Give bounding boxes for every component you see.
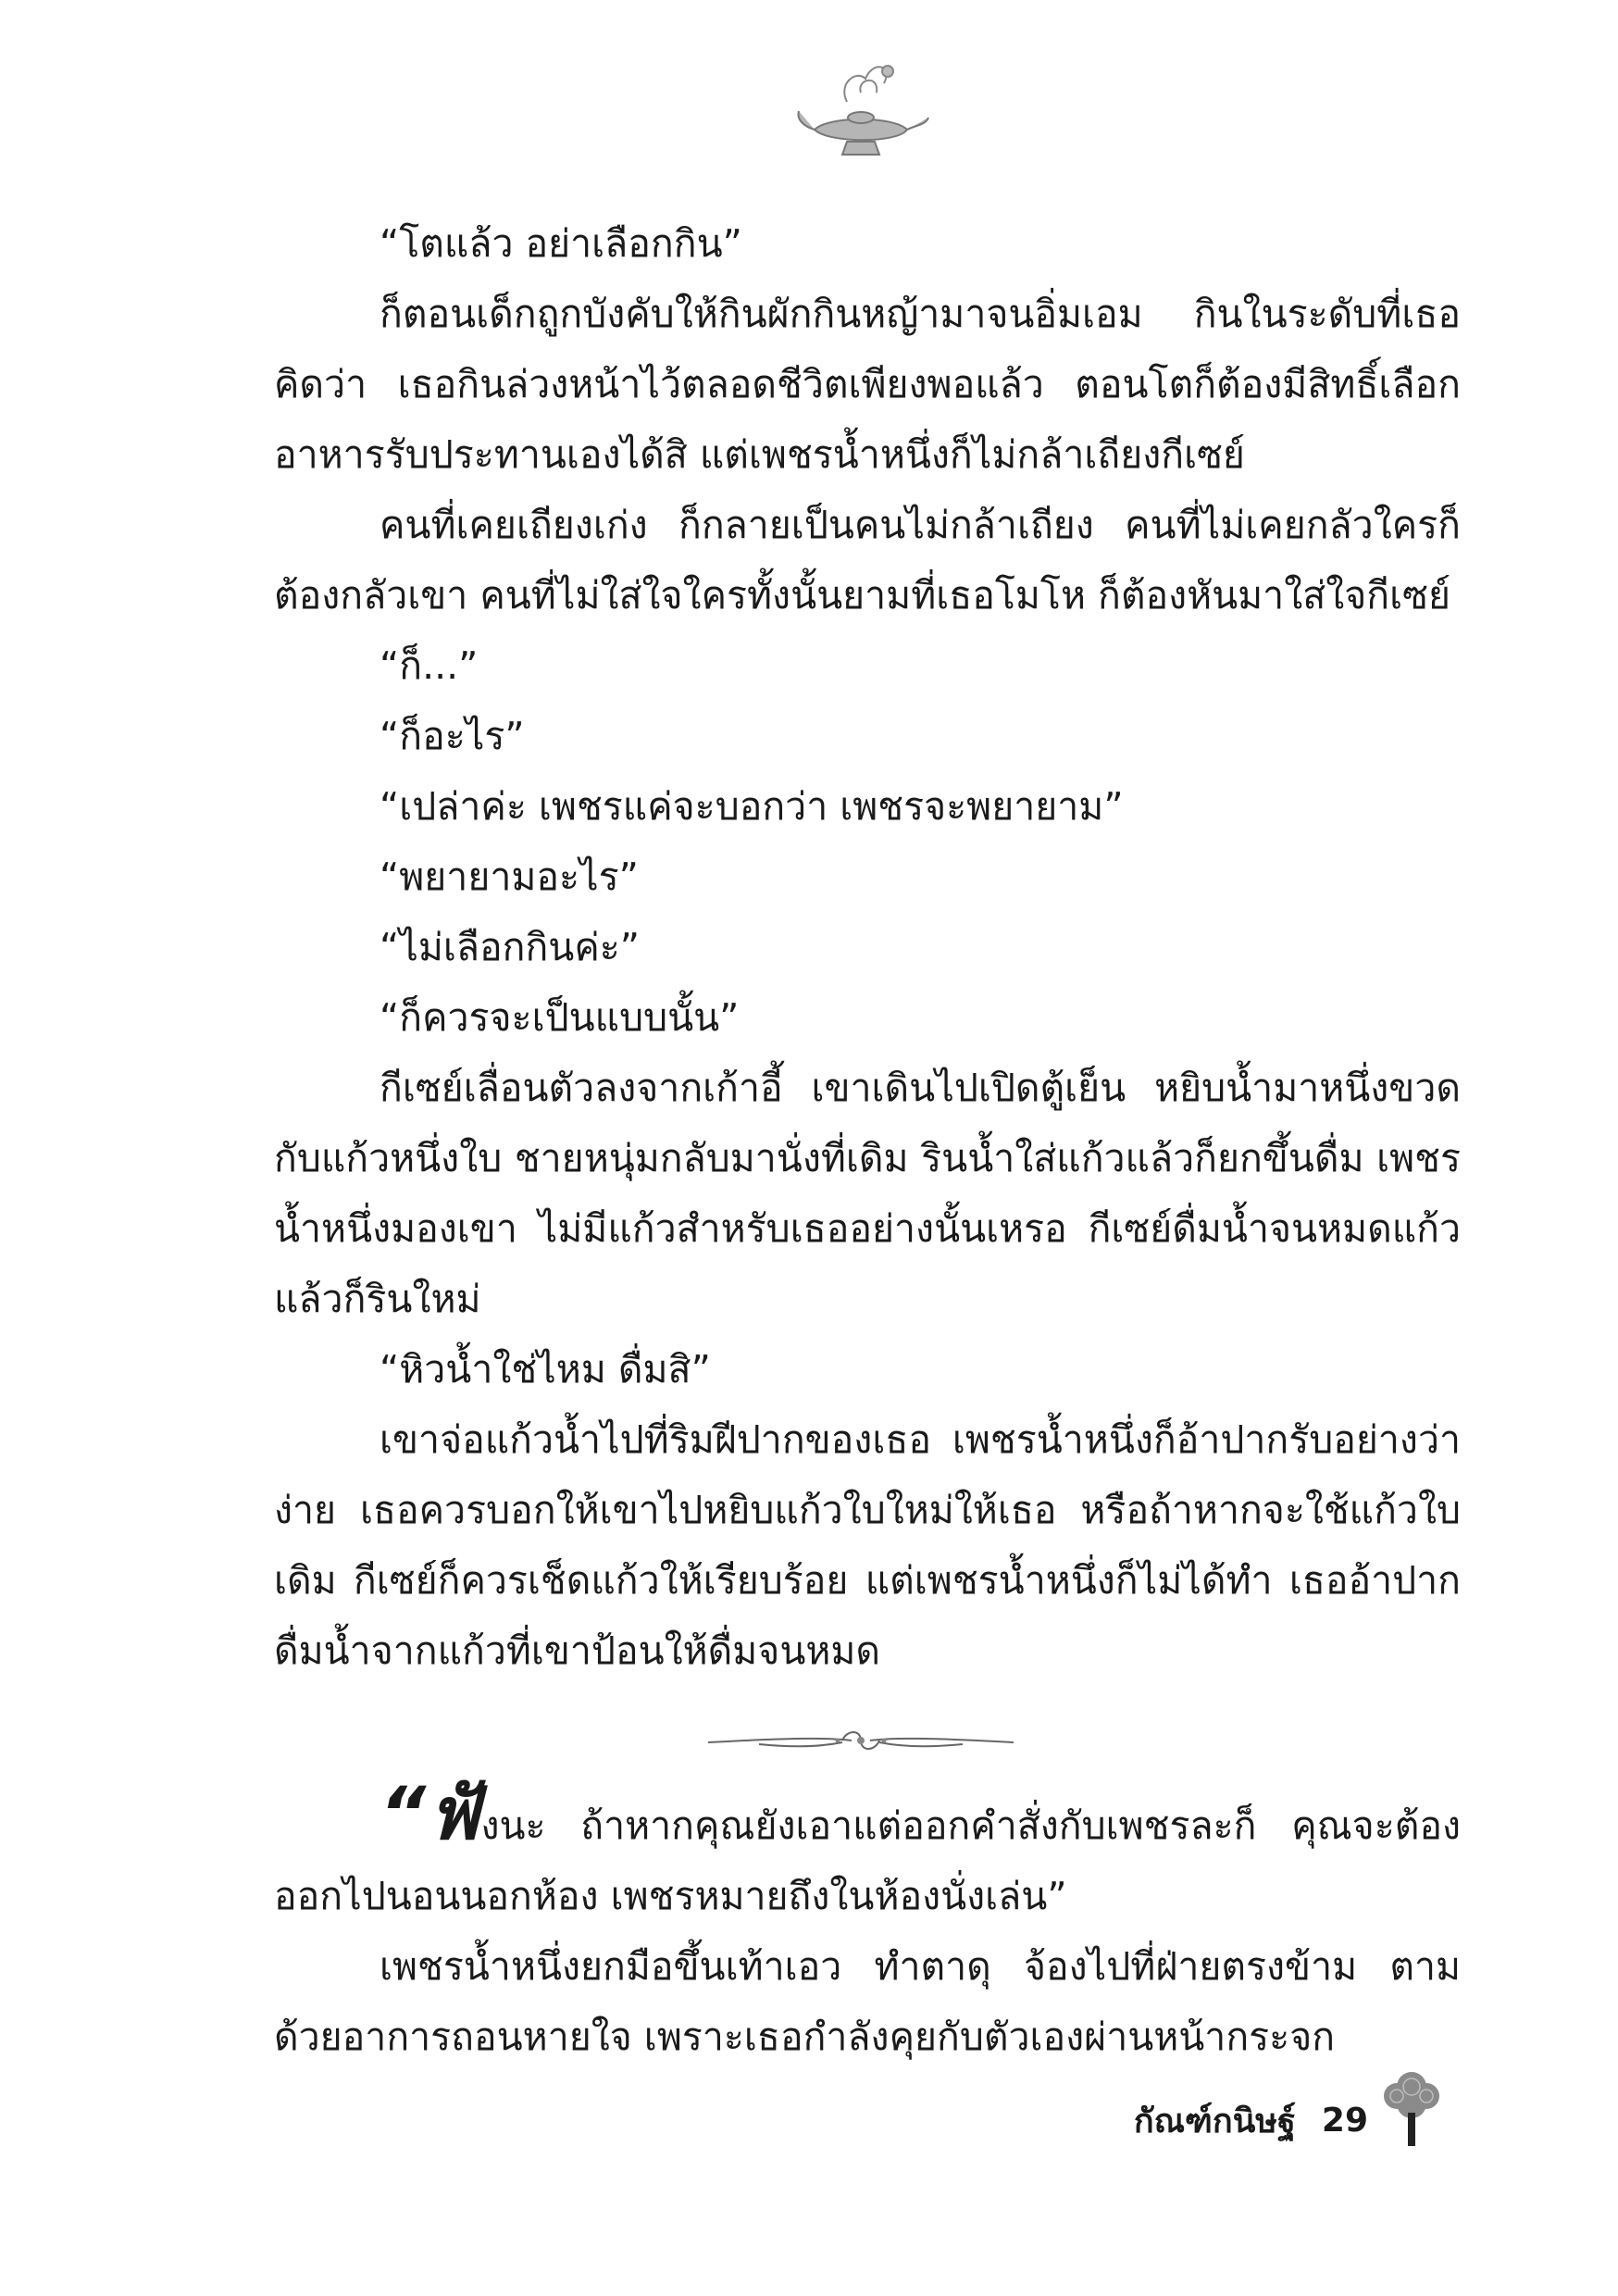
narrative-paragraph: เพชรน้ำหนึ่งยกมือขึ้นเท้าเอว ทำตาดุ จ้องไปที่ฝ่ายตรงข้าม ตามด้วยอาการถอนหายใจ เพราะเธอกำลังคุยกับตัวเองผ่านหน้ากระจก	[274, 1944, 1461, 2059]
body-text-part-2	[274, 1773, 1461, 2072]
page-footer	[1134, 2094, 1368, 2147]
dialogue-line: “โตแล้ว อย่าเลือกกิน”	[380, 221, 742, 266]
author-name: กัณฑ์กนิษฐ์	[1133, 2103, 1296, 2140]
body-text-part-1	[274, 208, 1461, 1686]
dialogue-line: “ไม่เลือกกินค่ะ”	[380, 925, 641, 969]
opening-paragraph-rest: งนะ ถ้าหากคุณยังเอาแต่ออกคำสั่งกับเพชรละก็ คุณจะต้องออกไปนอนนอกห้อง เพชรหมายถึงในห้องนั่งเล่น”	[274, 1803, 1461, 1918]
page-number: 29	[1321, 2102, 1368, 2140]
narrative-paragraph: เขาจ่อแก้วน้ำไปที่ริมฝีปากของเธอ เพชรน้ำหนึ่งก็อ้าปากรับอย่างว่าง่าย เธอควรบอกให้เขาไปหยิบแก้วใบใหม่ให้เธอ หรือถ้าหากจะใช้แก้วใบเดิม กีเซย์ก็ควรเช็ดแก้วให้เรียบร้อย แต่เพชรน้ำหนึ่งก็ไม่ได้ทำ เธออ้าปากดื่มน้ำจากแก้วที่เขาป้อนให้ดื่มจนหมด	[274, 1417, 1461, 1673]
dialogue-line: “พยายามอะไร”	[380, 855, 639, 899]
section-opening-paragraph	[274, 1773, 1461, 1931]
narrative-paragraph: กีเซย์เลื่อนตัวลงจากเก้าอี้ เขาเดินไปเปิดตู้เย็น หยิบน้ำมาหนึ่งขวดกับแก้วหนึ่งใบ ชายหนุ่มกลับมานั่งที่เดิม รินน้ำใส่แก้วแล้วก็ยกขึ้นดื่ม เพชรน้ำหนึ่งมองเขา ไม่มีแก้วสำหรับเธออย่างนั้นเหรอ กีเซย์ดื่มน้ำจนหมดแก้ว แล้วก็รินใหม่	[274, 1066, 1461, 1321]
drop-cap: “ฟั	[380, 1773, 481, 1856]
narrative-paragraph: คนที่เคยเถียงเก่ง ก็กลายเป็นคนไม่กล้าเถียง คนที่ไม่เคยกลัวใครก็ต้องกลัวเขา คนที่ไม่ใส่ใจใครทั้งนั้นยามที่เธอโมโห ก็ต้องหันมาใส่ใจกีเซย์	[274, 503, 1461, 618]
flourish-divider-icon	[703, 1722, 1018, 1759]
genie-lamp-icon	[791, 51, 930, 167]
dialogue-line: “เปล่าค่ะ เพชรแค่จะบอกว่า เพชรจะพยายาม”	[380, 784, 1124, 829]
dialogue-line: “ก็...”	[380, 643, 479, 688]
dialogue-line: “ก็อะไร”	[380, 714, 525, 758]
tree-icon	[1375, 2066, 1449, 2150]
narrative-paragraph: ก็ตอนเด็กถูกบังคับให้กินผักกินหญ้ามาจนอิ่มเอม กินในระดับที่เธอคิดว่า เธอกินล่วงหน้าไว้ตลอดชีวิตเพียงพอแล้ว ตอนโตก็ต้องมีสิทธิ์เลือกอาหารรับประทานเองได้สิ แต่เพชรน้ำหนึ่งก็ไม่กล้าเถียงกีเซย์	[274, 292, 1461, 477]
dialogue-line: “หิวน้ำใช่ไหม ดื่มสิ”	[380, 1347, 711, 1391]
dialogue-line: “ก็ควรจะเป็นแบบนั้น”	[380, 995, 740, 1040]
